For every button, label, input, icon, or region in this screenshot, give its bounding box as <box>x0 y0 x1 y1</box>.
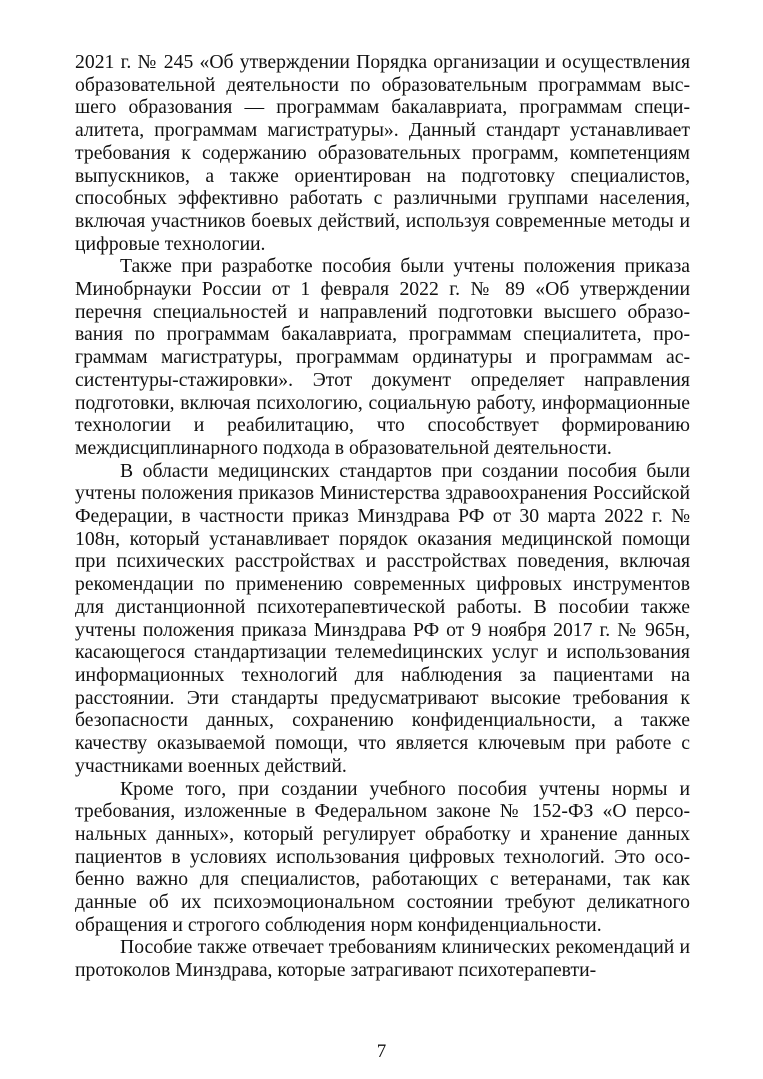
paragraph-2: Также при разработке пособия были учтены положения приказа Минобрнауки России от 1 февраля 2022 г. № 89 «Об утверждении перечня специальностей и направлений подготовки высшего образования по программам бакалавриата, программам специалитета, программам магистратуры, программам ординатуры и программам ассистентуры-стажировки». Этот документ определяет направления подготовки, включая психологию, социальную работу, информационные технологии и реабилитацию, что способствует формированию междисциплинарного подхода в образовательной деятельности. <box>75 255 690 459</box>
paragraph-4: Кроме того, при создании учебного пособия учтены нормы и требования, изложенные в Федеральном законе № 152-ФЗ «О персональных данных», который регулирует обработку и хранение данных пациентов в условиях использования цифровых технологий. Это особенно важно для специалистов, работающих с ветеранами, так как данные об их психоэмоциональном состоянии требуют деликатного обращения и строгого соблюдения норм конфиденциальности. <box>75 777 690 936</box>
page-number: 7 <box>376 1041 387 1062</box>
document-body <box>75 51 690 982</box>
paragraph-1: 2021 г. № 245 «Об утверждении Порядка организации и осуществления образовательной деятельности по образовательным программам высшего образования — программам бакалавриата, программам специалитета, программам магистратуры». Данный стандарт устанавливает требования к содержанию образовательных программ, компетенциям выпускников, а также ориентирован на подготовку специалистов, способных эффективно работать с различными группами населения, включая участников боевых действий, используя современные методы и цифровые технологии. <box>75 51 690 255</box>
paragraph-5: Пособие также отвечает требованиям клинических рекомендаций и протоколов Минздрава, которые затрагивают психотерапевти- <box>75 936 690 982</box>
paragraph-3: В области медицинских стандартов при создании пособия были учтены положения приказов Министерства здравоохранения Российской Федерации, в частности приказ Минздрава РФ от 30 марта 2022 г. № 108н, который устанавливает порядок оказания медицинской помощи при психических расстройствах и расстройствах поведения, включая рекомендации по применению современных цифровых инструментов для дистанционной психотерапевтической работы. В пособии также учтены положения приказа Минздрава РФ от 9 ноября 2017 г. № 965н, касающегося стандартизации телемеdицинских услуг и использования информационных технологий для наблюдения за пациентами на расстоянии. Эти стандарты предусматривают высокие требования к безопасности данных, сохранению конфиденциальности, а также качеству оказываемой помощи, что является ключевым при работе с участниками военных действий. <box>75 459 690 777</box>
